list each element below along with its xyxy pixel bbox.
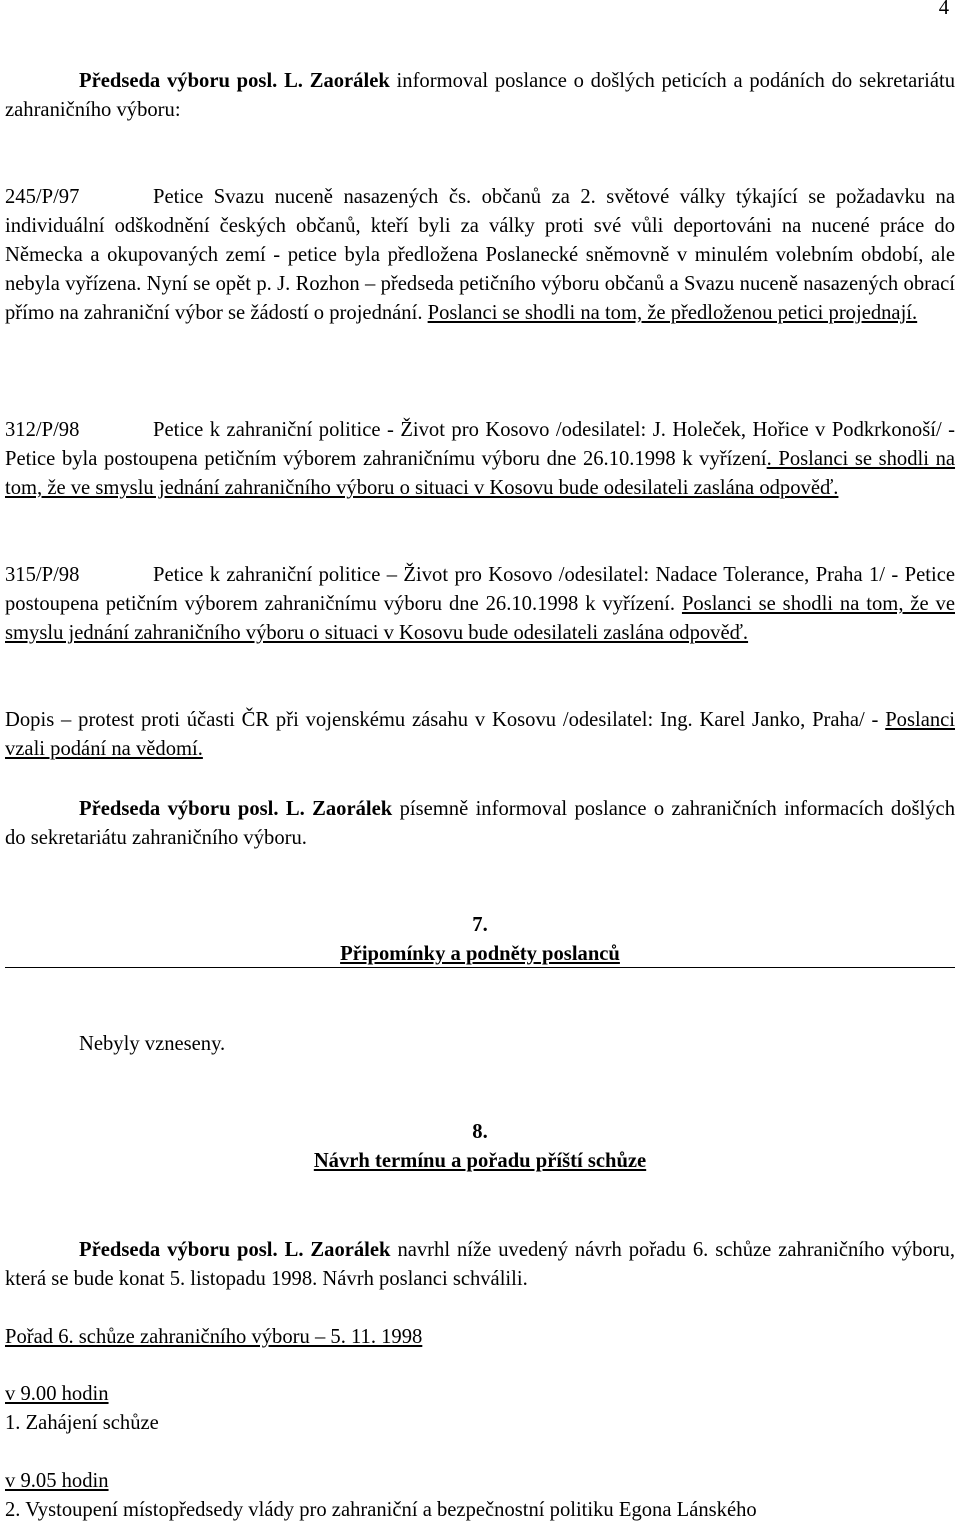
section-title: Připomínky a podněty poslanců bbox=[340, 943, 620, 965]
agenda-item: 1. Zahájení schůze bbox=[5, 1412, 159, 1434]
agenda-entry bbox=[5, 1467, 955, 1525]
chair-name: Předseda výboru posl. L. Zaorálek bbox=[79, 1239, 391, 1261]
section-title: Návrh termínu a pořadu příští schůze bbox=[313, 1150, 647, 1172]
section-body: Nebyly vzneseny. bbox=[79, 1033, 226, 1055]
agenda-time: v 9.05 hodin bbox=[5, 1470, 109, 1492]
chair-name: Předseda výboru posl. L. Zaorálek bbox=[79, 798, 393, 820]
section-number: 7. bbox=[472, 914, 488, 936]
written-info-text: písemně informoval poslance o zahraničních informacích došlých do sekretariátu zahraničního výboru. bbox=[5, 798, 955, 849]
agenda-heading-text: Pořad 6. schůze zahraničního výboru – 5. 11. 1998 bbox=[5, 1326, 423, 1348]
petition-id: 315/P/98 bbox=[5, 564, 80, 586]
section-8-text: navrhl níže uvedený návrh pořadu 6. schůze zahraničního výboru, která se bude konat 5. listopadu 1998. Návrh poslanci schválili. bbox=[5, 1239, 956, 1290]
agenda-heading bbox=[5, 1323, 955, 1352]
agenda-entry bbox=[5, 1380, 955, 1438]
chair-name: Předseda výboru posl. L. Zaorálek bbox=[79, 70, 390, 92]
section-8-number bbox=[5, 1118, 955, 1147]
agenda-time: v 9.00 hodin bbox=[5, 1383, 109, 1405]
intro-text: informoval poslance o došlých peticích a podáních do sekretariátu zahraničního výboru: bbox=[5, 70, 955, 121]
section-8-paragraph bbox=[5, 1236, 955, 1294]
letter-text: Dopis – protest proti účasti ČR při vojenskému zásahu v Kosovu /odesilatel: Ing. Karel Janko, Praha/ - bbox=[5, 709, 886, 731]
page-number: 4 bbox=[938, 0, 949, 19]
petition-resolution: Poslanci se shodli na tom, že předloženou petici projednají. bbox=[427, 302, 918, 324]
intro-paragraph bbox=[5, 67, 955, 125]
petition-resolution: . Poslanci se shodli na tom, že ve smyslu jednání zahraničního výboru o situaci v Kosovu bude odesilateli zaslána odpověď. bbox=[5, 448, 956, 499]
letter-item bbox=[5, 706, 955, 764]
section-7-number bbox=[5, 911, 955, 940]
petition-item bbox=[5, 416, 955, 503]
section-8-title bbox=[5, 1147, 955, 1176]
petition-resolution: Poslanci se shodli na tom, že ve smyslu jednání zahraničního výboru o situaci v Kosovu bude odesilateli zaslána odpověď. bbox=[5, 593, 955, 644]
petition-text: Petice k zahraniční politice – Život pro Kosovo /odesilatel: Nadace Tolerance, Praha 1/ - Petice postoupena petičním výborem zahraničnímu výboru dne 26.10.1998 k vyřízení. bbox=[5, 564, 955, 615]
petition-item bbox=[5, 183, 955, 328]
agenda-item: 2. Vystoupení místopředsedy vlády pro zahraniční a bezpečnostní politiku Egona Lánského bbox=[5, 1499, 757, 1521]
letter-resolution: Poslanci vzali podání na vědomí. bbox=[5, 709, 955, 760]
petition-text: Petice k zahraniční politice - Život pro Kosovo /odesilatel: J. Holeček, Hořice v Podkrkonoší/ - Petice byla postoupena petičním výborem zahraničnímu výboru dne 26.10.1998 k vyřízení bbox=[5, 419, 955, 470]
section-7-title bbox=[5, 940, 955, 969]
section-number: 8. bbox=[472, 1121, 488, 1143]
petition-id: 312/P/98 bbox=[5, 419, 80, 441]
petition-id: 245/P/97 bbox=[5, 186, 80, 208]
section-7-body bbox=[79, 1030, 955, 1059]
petition-item bbox=[5, 561, 955, 648]
written-info-paragraph bbox=[5, 795, 955, 853]
petition-text: Petice Svazu nuceně nasazených čs. občanů za 2. světové války týkající se požadavku na individuální odškodnění českých občanů, kteří byli za války proti své vůli deportováni na nucené práce do Německa a okupovaných zemí - petice byla předložena Poslanecké sněmovně v minulém volebním období, ale nebyla vyřízena. Nyní se opět p. J. Rozhon – předseda petičního výboru občanů a Svazu nuceně nasazených obrací přímo na zahraniční výbor se žádostí o projednání. bbox=[5, 186, 955, 324]
